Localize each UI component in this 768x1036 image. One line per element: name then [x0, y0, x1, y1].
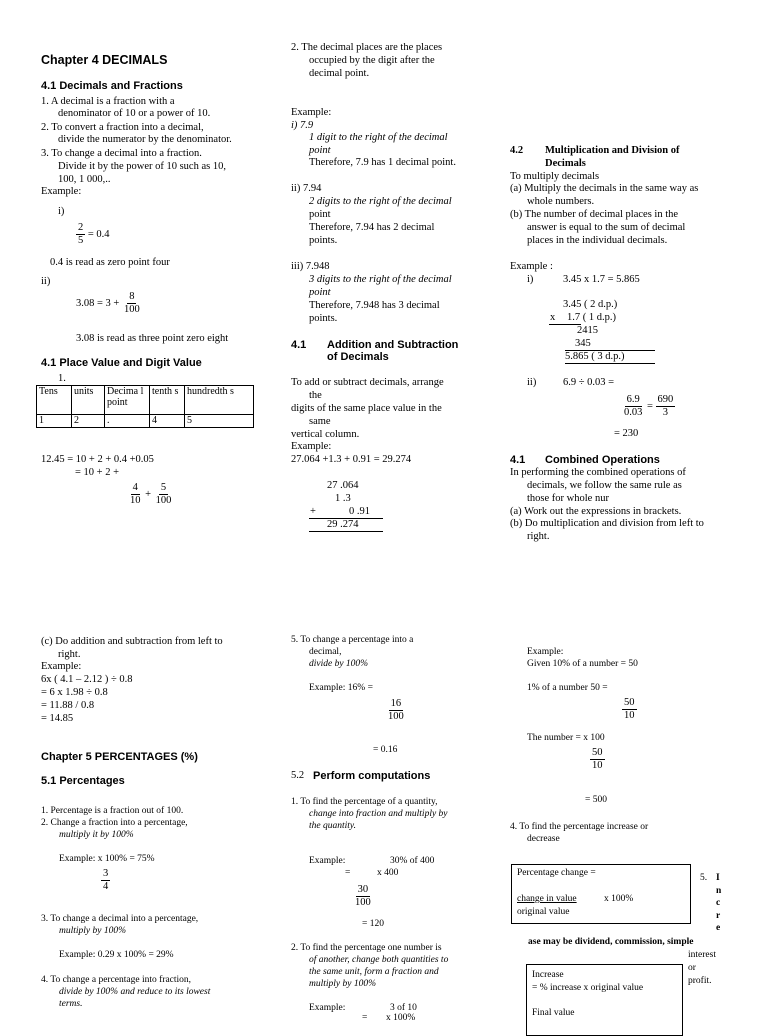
list-item: 2. To convert a fraction into a decimal, — [41, 122, 204, 133]
example-note: 1 digit to the right of the decimal — [309, 132, 448, 143]
example-conclusion: Therefore, 7.94 has 2 decimal — [309, 222, 435, 233]
example-equation: 6x ( 4.1 – 2.12 ) ÷ 0.8 — [41, 674, 133, 685]
list-item: 4. To change a percentage into fraction, — [41, 975, 192, 985]
list-index: 1. — [58, 373, 66, 384]
paragraph-line: (a) Multiply the decimals in the same way as — [510, 183, 699, 194]
fraction-numerator: 6.9 — [626, 394, 640, 405]
divider — [309, 531, 383, 532]
fraction-denominator: 3 — [662, 407, 669, 418]
place-value-line: 12.45 = 10 + 2 + 0.4 +0.05 — [41, 454, 154, 465]
example-result: = 120 — [362, 919, 384, 929]
section-place-value-title: 4.1 Place Value and Digit Value — [41, 357, 202, 369]
section-title: Combined Operations — [545, 454, 660, 466]
example-equation: = 14.85 — [41, 713, 74, 724]
table-cell: 4 — [150, 415, 185, 428]
fraction-numerator: 2 — [78, 222, 84, 233]
list-item: 5. To change a percentage into a — [291, 635, 414, 645]
paragraph-line: decimal point. — [309, 68, 370, 79]
example-conclusion: Therefore, 7.948 has 3 decimal — [309, 300, 440, 311]
table-header-row — [37, 386, 254, 415]
list-item-note: multiply by 100% — [309, 979, 377, 989]
table-cell: . — [105, 415, 150, 428]
paragraph-line: profit. — [688, 976, 712, 986]
formula-text: = % increase x original value — [532, 983, 644, 993]
example-equation: x 400 — [377, 868, 399, 878]
place-value-line: = 10 + 2 + — [75, 467, 120, 478]
equals-sign: = — [362, 1013, 368, 1023]
divider — [565, 363, 655, 364]
list-item: 1. Percentage is a fraction out of 100. — [41, 806, 184, 816]
list-item-note: the quantity. — [309, 821, 356, 831]
example-conclusion: points. — [309, 235, 338, 246]
column-addition-line: 0 .91 — [349, 506, 370, 517]
fraction-numerator: 30 — [357, 884, 369, 895]
fraction-example — [386, 698, 406, 723]
list-item: 1. To find the percentage of a quantity, — [291, 797, 438, 807]
example-equation: = 11.88 / 0.8 — [41, 700, 95, 711]
section-title: Addition and Subtraction — [327, 339, 459, 351]
fraction-numerator: 50 — [624, 697, 635, 708]
column-addition-line: 1 .3 — [335, 493, 351, 504]
example-result: = 500 — [585, 795, 607, 805]
paragraph-line: the — [309, 390, 322, 401]
section-title: Decimals — [545, 158, 586, 169]
paragraph-line: To add or subtract decimals, arrange — [291, 377, 444, 388]
example-equation: Given 10% of a number = 50 — [527, 659, 638, 669]
section-number: 5.2 — [291, 770, 305, 781]
paragraph-line: vertical column. — [291, 429, 360, 440]
list-item: 3. To change a decimal into a fraction. — [41, 148, 202, 159]
list-item-note: multiply by 100% — [59, 926, 127, 936]
paragraph-line: To multiply decimals — [510, 171, 600, 182]
paragraph-line: (b) The number of decimal places in the — [510, 209, 679, 220]
plus-sign: + — [145, 488, 152, 500]
table-cell: Decima l point — [105, 386, 150, 415]
section-title: Multiplication and Division of — [545, 145, 680, 156]
multiplication-line: 1.7 ( 1 d.p.) — [567, 312, 616, 323]
example-label: Example: — [41, 186, 82, 197]
paragraph-line-start: ase may be dividend, commission, simple — [528, 937, 694, 947]
fraction-numerator: 690 — [657, 394, 674, 405]
example-equation: 6.9 ÷ 0.03 = — [563, 377, 615, 388]
list-item-note: change into fraction and multiply by — [309, 809, 448, 819]
fraction-denominator: 0.03 — [624, 407, 643, 418]
reading-note: 0.4 is read as zero point four — [50, 257, 170, 268]
place-value-fractions — [128, 482, 173, 507]
paragraph-line: places in the individual decimals. — [527, 235, 668, 246]
list-item: divide the numerator by the denominator. — [58, 134, 232, 145]
paragraph-line: interest — [688, 950, 716, 960]
list-item: 1. A decimal is a fraction with a — [41, 96, 175, 107]
example-index: i) — [527, 274, 534, 285]
paragraph-line: right. — [527, 531, 550, 542]
table-cell: Tens — [37, 386, 72, 415]
fraction-numerator: 5 — [160, 482, 167, 493]
table-cell: 2 — [72, 415, 105, 428]
example-label: Example: — [291, 441, 332, 452]
section-5-2-title: Perform computations — [313, 770, 431, 782]
paragraph-line — [528, 937, 693, 949]
chapter-5-title: Chapter 5 PERCENTAGES (%) — [41, 751, 198, 763]
example-equation: 30% of 400 — [390, 856, 435, 866]
example-equation: 27.064 +1.3 + 0.91 = 29.274 — [291, 454, 412, 465]
example-value: iii) 7.948 — [291, 261, 330, 272]
column-addition-line: 27 .064 — [327, 480, 359, 491]
example-label: Example: — [309, 1003, 346, 1013]
fraction-numerator: 4 — [132, 482, 138, 493]
fraction-denominator: 5 — [78, 235, 84, 246]
list-item: 3. To change a decimal into a percentage, — [41, 914, 199, 924]
table-cell: hundredth s — [185, 386, 254, 415]
list-item-note: terms. — [59, 999, 83, 1009]
paragraph-line: those for whole nur — [527, 493, 609, 504]
chapter-4-title: Chapter 4 DECIMALS — [41, 53, 168, 67]
fraction-numerator: 50 — [592, 747, 603, 758]
section-number: 4.1 — [291, 339, 307, 351]
list-item: 4. To find the percentage increase or — [510, 822, 649, 832]
division-result: = 230 — [614, 428, 639, 439]
paragraph-line: occupied by the digit after the — [309, 55, 435, 66]
fraction-result: = 0.4 — [87, 228, 110, 240]
paragraph-line: decimals, we follow the same rule as — [527, 480, 682, 491]
example-label: Example: — [41, 661, 82, 672]
formula-text: x 100% — [604, 894, 634, 904]
section-5-1-title: 5.1 Percentages — [41, 775, 125, 787]
example-note: point — [309, 145, 331, 156]
formula-text: Final value — [532, 1008, 575, 1018]
table-cell: 5 — [185, 415, 254, 428]
table-cell: units — [72, 386, 105, 415]
example-equation: x 100% — [386, 1013, 416, 1023]
example-index: ii) — [41, 276, 51, 287]
fraction-numerator: 16 — [390, 698, 402, 709]
example-note: 3 digits to the right of the decimal — [309, 274, 452, 285]
multiplication-line: 3.45 ( 2 d.p.) — [563, 299, 618, 310]
example-label: Example: — [291, 107, 332, 118]
paragraph-line: whole numbers. — [527, 196, 595, 207]
example-equation: The number = x 100 — [527, 733, 605, 743]
paragraph-line: 2. The decimal places are the places — [291, 42, 443, 53]
paragraph-line: digits of the same place value in the — [291, 403, 442, 414]
fraction-denominator: 100 — [355, 897, 371, 908]
fraction-example — [76, 291, 142, 316]
column-addition-result: 29 .274 — [327, 519, 359, 530]
fraction-denominator: 10 — [592, 760, 603, 771]
multiplication-line: 345 — [575, 338, 591, 349]
list-item: denominator of 10 or a power of 10. — [58, 108, 211, 119]
fraction-denominator: 100 — [123, 304, 140, 315]
fraction-denominator: 100 — [388, 711, 404, 722]
list-item: 2. To find the percentage one number is — [291, 943, 442, 953]
fraction-numerator: 3 — [103, 868, 109, 879]
example-value: ii) 7.94 — [291, 183, 322, 194]
paragraph-line: same — [309, 416, 331, 427]
fraction-example — [76, 222, 110, 247]
fraction-denominator: 10 — [624, 710, 635, 721]
section-4-1-title: 4.1 Decimals and Fractions — [41, 80, 183, 92]
section-number: 4.2 — [510, 145, 524, 156]
list-item: decrease — [527, 834, 560, 844]
reading-note: 3.08 is read as three point zero eight — [76, 333, 229, 344]
example-equation: = 6 x 1.98 ÷ 0.8 — [41, 687, 108, 698]
equals-sign: = — [647, 400, 653, 412]
formula-text: Percentage change = — [517, 868, 596, 878]
fraction-example — [590, 747, 605, 772]
list-index: 5. — [700, 873, 708, 883]
paragraph-line: (c) Do addition and subtraction from left to — [41, 636, 223, 647]
example-label: Example: — [527, 647, 564, 657]
example-equation: 3.45 x 1.7 = 5.865 — [563, 274, 640, 285]
paragraph-line: right. — [58, 649, 81, 660]
list-item: Divide it by the power of 10 such as 10, — [58, 161, 226, 172]
example-conclusion: points. — [309, 313, 338, 324]
list-item-note: divide by 100% and reduce to its lowest — [59, 987, 211, 997]
formula-denominator: original value — [517, 907, 570, 917]
formula-numerator: change in value — [517, 894, 577, 904]
example-equation: Example: x 100% = 75% — [59, 854, 155, 864]
example-equation: 1% of a number 50 = — [527, 683, 608, 693]
fraction-denominator: 100 — [155, 495, 172, 506]
fraction-example — [101, 868, 110, 893]
fraction-denominator: 10 — [130, 495, 141, 506]
section-number: 4.1 — [510, 454, 526, 466]
fraction-lhs: 3.08 = 3 + — [76, 297, 120, 309]
multiplication-result: 5.865 ( 3 d.p.) — [565, 351, 625, 362]
list-item: 100, 1 000,.. — [58, 174, 111, 185]
example-equation: Example: 0.29 x 100% = 29% — [59, 950, 174, 960]
table-cell: 1 — [37, 415, 72, 428]
example-label: Example: — [309, 856, 346, 866]
list-item-note: multiply it by 100% — [59, 830, 134, 840]
example-index: ii) — [527, 377, 537, 388]
fraction-numerator: 8 — [129, 291, 135, 302]
paragraph-line: or — [688, 963, 696, 973]
example-index: i) — [58, 206, 65, 217]
fraction-example — [622, 697, 637, 722]
section-title: of Decimals — [327, 351, 389, 363]
example-note: point — [309, 287, 331, 298]
place-value-table — [36, 385, 254, 428]
paragraph-line: answer is equal to the sum of decimal — [527, 222, 686, 233]
list-item-note: the same unit, form a fraction and — [309, 967, 439, 977]
example-value: i) 7.9 — [291, 120, 314, 131]
times-sign: x — [550, 312, 556, 323]
example-note: point — [309, 209, 331, 220]
example-conclusion: Therefore, 7.9 has 1 decimal point. — [309, 157, 456, 168]
paragraph-line: In performing the combined operations of — [510, 467, 686, 478]
list-item-note: of another, change both quantities to — [309, 955, 449, 965]
example-note: 2 digits to the right of the decimal — [309, 196, 452, 207]
list-item-note: divide by 100% — [309, 659, 369, 669]
fraction-denominator: 4 — [103, 881, 109, 892]
example-equation: 3 of 10 — [390, 1003, 417, 1013]
division-fractions — [622, 394, 675, 419]
plus-sign: + — [310, 506, 316, 517]
example-result: = 0.16 — [373, 745, 398, 755]
paragraph-line: (b) Do multiplication and division from left to — [510, 518, 704, 529]
fraction-example — [353, 884, 373, 909]
multiplication-line: 2415 — [577, 325, 598, 336]
equals-sign: = — [345, 868, 351, 878]
paragraph-line: (a) Work out the expressions in brackets. — [510, 506, 682, 517]
vertical-text: I n c r e — [716, 873, 722, 933]
formula-text: Increase — [532, 970, 564, 980]
list-item: decimal, — [309, 647, 342, 657]
table-cell: tenth s — [150, 386, 185, 415]
example-label: Example : — [510, 261, 553, 272]
list-item: 2. Change a fraction into a percentage, — [41, 818, 188, 828]
example-equation: Example: 16% = — [309, 683, 373, 693]
table-row — [37, 415, 254, 428]
